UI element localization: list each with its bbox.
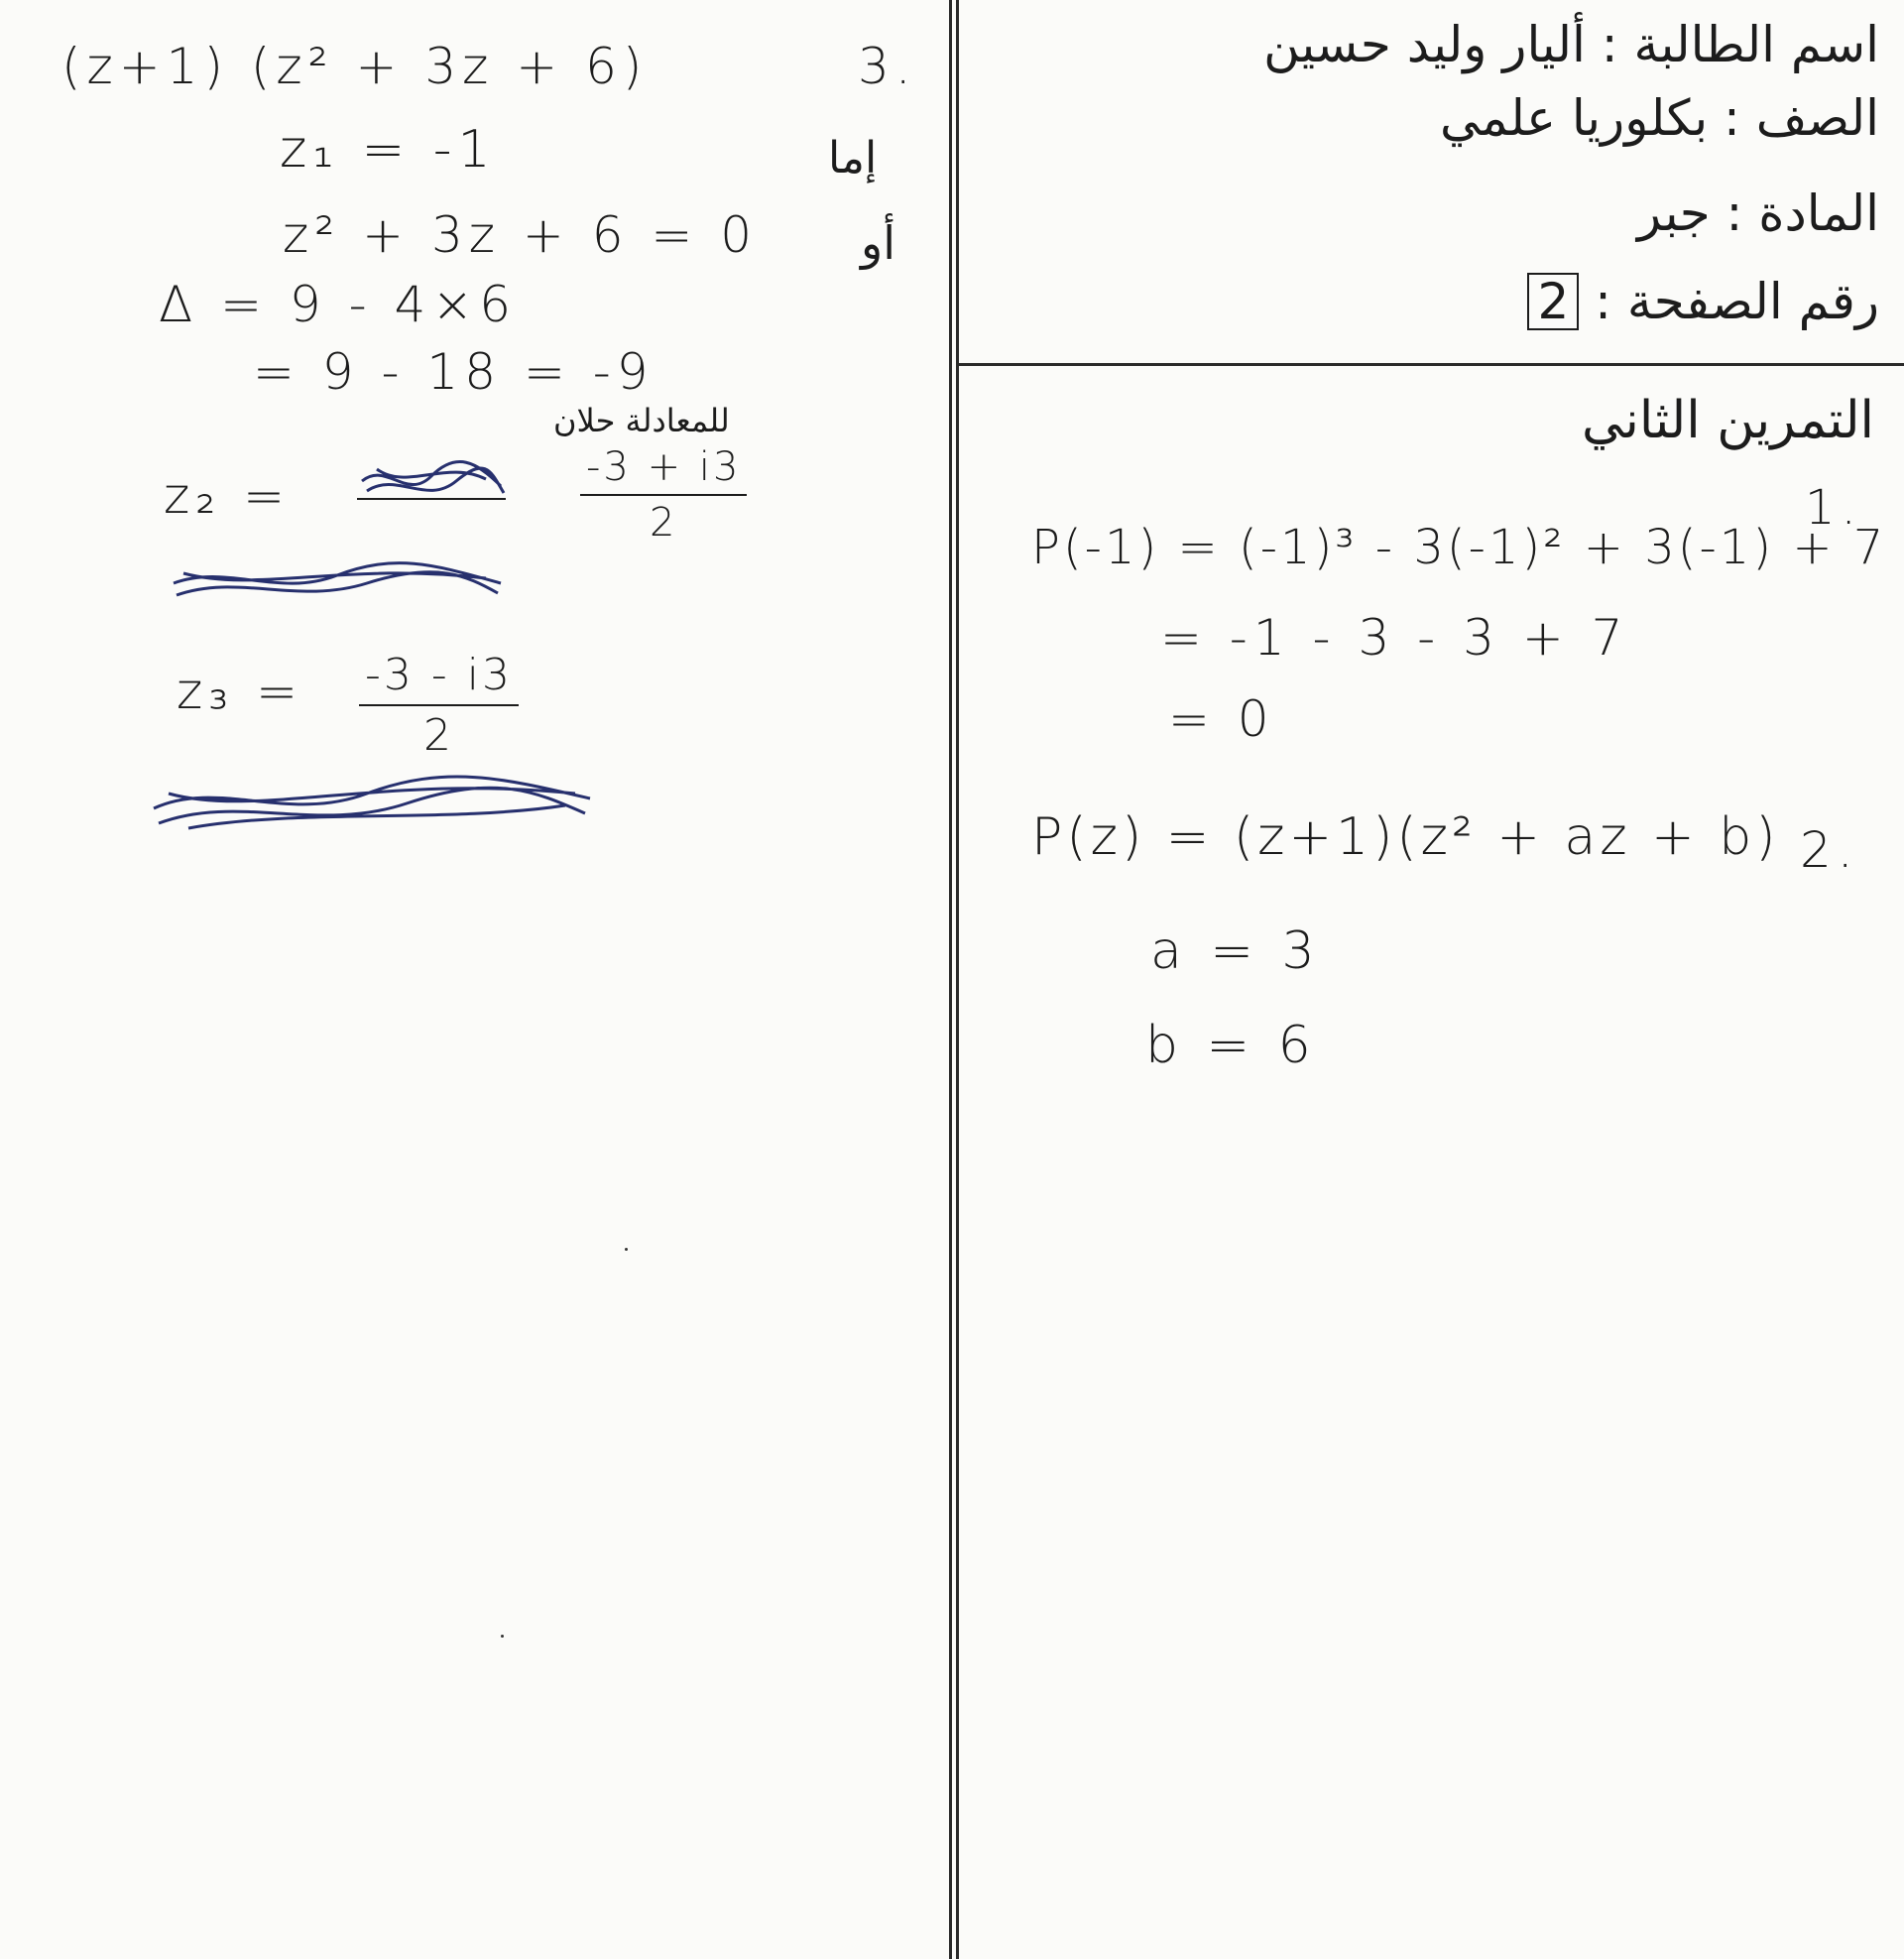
- discriminant-line-1: Δ = 9 - 4×6: [159, 276, 518, 333]
- header-divider: [956, 363, 1904, 366]
- page-number-label: رقم الصفحة :: [1595, 273, 1879, 330]
- column-divider-left: [949, 0, 952, 1959]
- word-or: أو: [861, 216, 895, 270]
- root-z2-label: z₂ =: [164, 467, 292, 525]
- discriminant-line-2: = 9 - 18 = -9: [253, 343, 654, 401]
- root-z3-denominator: 2: [422, 710, 454, 761]
- crossed-out-scribble-3: [149, 764, 595, 843]
- q1-line-2: = -1 - 3 - 3 + 7: [1160, 609, 1629, 667]
- quadratic-equation: z² + 3z + 6 = 0: [283, 206, 759, 264]
- root-z2-denominator: 2: [649, 500, 678, 546]
- root-z2-numerator: -3 + i3: [580, 444, 747, 496]
- page-number-line: [1517, 273, 1879, 330]
- exercise-title: التمرين الثاني: [1582, 391, 1874, 450]
- root-z3-numerator: -3 - i3: [359, 650, 519, 706]
- stray-mark-2: [501, 1635, 504, 1638]
- subject-line: المادة : جبر: [1637, 184, 1879, 242]
- q2-line-2: a = 3: [1150, 921, 1321, 981]
- q2-line-3: b = 6: [1145, 1016, 1317, 1075]
- grade-line: الصف : بكلوريا علمي: [1440, 89, 1879, 147]
- page-number-box: 2: [1527, 273, 1579, 330]
- q1-line-3: = 0: [1168, 690, 1275, 748]
- root-z3-label: z₃ =: [177, 663, 304, 720]
- column-divider-right: [956, 0, 959, 1959]
- question-1-label: 1.: [1805, 480, 1862, 536]
- root-z3-fraction: [359, 650, 519, 761]
- question-2-label: 2.: [1800, 821, 1859, 879]
- root-z1: z₁ = -1: [280, 120, 497, 180]
- q2-line-1: P(z) = (z+1)(z² + az + b): [1031, 807, 1780, 867]
- factored-form: (z+1) (z² + 3z + 6): [61, 38, 649, 95]
- question-3-label: 3.: [858, 38, 917, 95]
- crossed-out-scribble-2: [169, 553, 506, 613]
- student-name: اسم الطالبة : أليار وليد حسين: [1263, 16, 1879, 73]
- q1-line-1: P(-1) = (-1)³ - 3(-1)² + 3(-1) + 7: [1031, 520, 1887, 575]
- word-either: إما: [828, 133, 878, 184]
- two-solutions-note: للمعادلة حلان: [553, 402, 730, 439]
- crossed-out-scribble-1: [357, 451, 506, 511]
- stray-mark-1: [625, 1248, 628, 1251]
- root-z2-fraction: [580, 444, 747, 546]
